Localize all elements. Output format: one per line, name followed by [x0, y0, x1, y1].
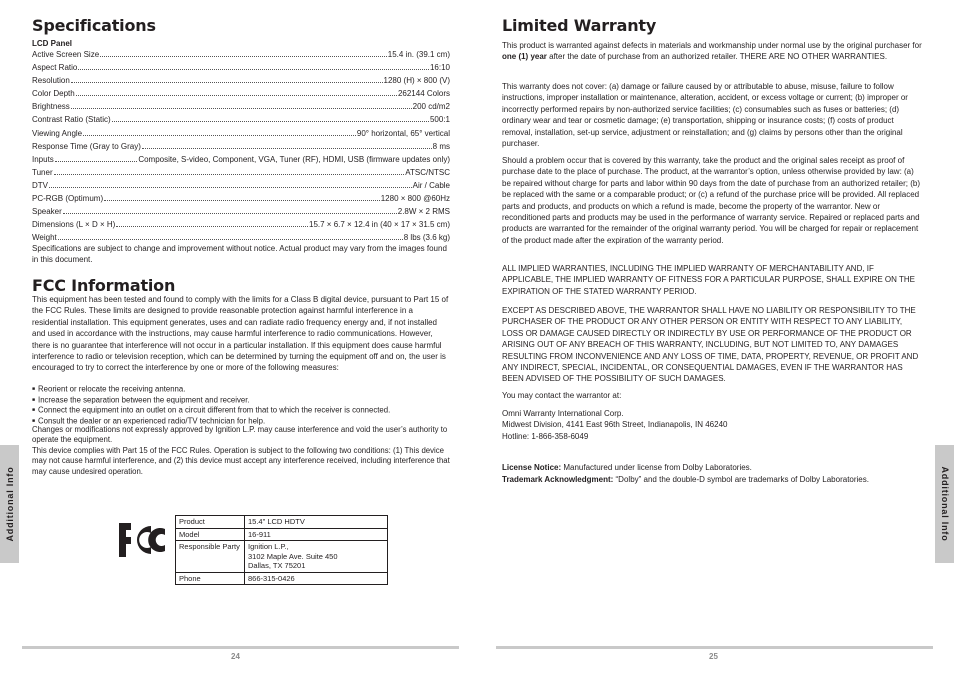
dot-leader	[76, 95, 397, 96]
warranty-paragraph-4: ALL IMPLIED WARRANTIES, INCLUDING THE IMPLIED WARRANTY OF MERCHANTABILITY AND, IF APPLICABLE, THE IMPLIED WARRANTY OF FITNESS FOR A PARTICULAR PURPOSE, SHALL EXPIRE ON THE EXPIRATION OF THE STATED WARRANTY PERIOD.	[502, 264, 915, 296]
license-text: Manufactured under license from Dolby Laboratories.	[561, 463, 752, 472]
fcc-bullet: ■ Reorient or relocate the receiving antenna.	[32, 384, 452, 395]
spec-value: 15.7 × 6.7 × 12.4 in (40 × 17 × 31.5 cm)	[309, 220, 450, 230]
tab-label: Additional Info	[939, 466, 950, 542]
dot-leader	[54, 174, 405, 175]
fcc-heading: FCC Information	[32, 276, 176, 295]
table-cell	[245, 541, 388, 573]
trademark-text: “Dolby” and the double-D symbol are trademarks of Dolby Laboratories.	[613, 475, 869, 484]
spec-row	[32, 168, 450, 181]
spec-label: Color Depth	[32, 89, 75, 99]
warranty-paragraph-1	[502, 40, 924, 63]
fcc-logo	[117, 521, 167, 559]
spec-value: 15.4 in. (39.1 cm)	[387, 50, 450, 59]
spec-label: Brightness	[32, 102, 70, 112]
spec-row	[32, 194, 450, 207]
fcc-paragraph-1: This equipment has been tested and found to comply with the limits for a Class B digital device, pursuant to Part 15 of the FCC Rules. These limits are designed to provide reasonable protection against harmful interference in a residential installation. This equipment generates, uses and can radiate radio frequency energy and, if not installed and used in accordance with the instructions, may cause harmful interference to radio communications. However, there is no guarantee that interference will not occur in a particular installation. If this equipment does cause harmful interference to radio or television reception, which can be determined by turning the equipment off and on, the user is encouraged to try to correct the interference by one or more of the following measures:	[32, 295, 449, 373]
table-cell: 16-911	[245, 528, 388, 541]
fcc-paragraph-3: This device complies with Part 15 of the FCC Rules. Operation is subject to the following two conditions: (1) This device may not cause harmful interference, and (2) this device must accept any interference received, including interference that may cause undesired operation.	[32, 446, 450, 476]
dot-leader	[55, 161, 138, 162]
spec-value: 90° horizontal, 65° vertical	[356, 128, 450, 138]
spec-label: Viewing Angle	[32, 128, 83, 138]
fcc-bullet: ■ Increase the separation between the equipment and receiver.	[32, 395, 452, 406]
dot-leader	[112, 121, 429, 122]
table-cell: Responsible Party	[176, 541, 245, 573]
spec-label: DTV	[32, 180, 48, 190]
dot-leader	[116, 226, 308, 227]
party-line: Dallas, TX 75201	[248, 561, 306, 570]
license-notice	[502, 462, 922, 473]
fcc-paragraph-2: Changes or modifications not expressly approved by Ignition L.P. may cause interference and void the user’s authority to operate the equipment.	[32, 425, 448, 445]
spec-value: 8 lbs (3.6 kg)	[403, 233, 450, 243]
table-cell: Model	[176, 528, 245, 541]
table-row	[176, 572, 388, 585]
dot-leader	[71, 82, 383, 83]
dot-leader	[49, 187, 412, 188]
spec-value: Composite, S-video, Component, VGA, Tuner (RF), HDMI, USB (firmware updates only)	[138, 154, 450, 164]
spec-label: Active Screen Size	[32, 50, 100, 59]
trademark-notice	[502, 474, 924, 485]
spec-value: Air / Cable	[412, 180, 450, 190]
specifications-list	[32, 50, 450, 246]
additional-info-tab-left	[0, 445, 19, 563]
warranty-paragraph-5: EXCEPT AS DESCRIBED ABOVE, THE WARRANTOR SHALL HAVE NO LIABILITY OR RESPONSIBILITY TO THE PURCHASER OF THE PRODUCT OR ANY OTHER PERSON OR ENTITY WITH RESPECT TO ANY LIABILITY, LOSS OR DAMAGE CAUSED DIRECTLY OR INDIRECTLY BY USE OR PERFORMANCE OF THE PRODUCT OR ARISING OUT OF ANY BREACH OF THIS WARRANTY, INCLUDING, BUT NOT LIMITED TO, ANY DAMAGES RESULTING FROM INCONVENIENCE AND ANY LOSS OF TIME, DATA, PROPERTY, REVENUE, OR PROFIT AND ANY INDIRECT, SPECIAL, INCIDENTAL, OR CONSEQUENTIAL DAMAGES, EVEN IF THE WARRANTOR HAS BEEN ADVISED OF THE POSSIBILITY OF SUCH DAMAGES.	[502, 306, 919, 384]
warranty-paragraph-2: This warranty does not cover: (a) damage or failure caused by or attributable to abuse, misuse, failure to follow instructions, improper installation or maintenance, alteration, accident, or excess voltage or current; (b) improper or incorrectly performed repairs by non-authorized service facilities; (c) consumables such as fuses or batteries; (d) ordinary wear and tear or cosmetic damage; (e) transportation, shipping or insurance costs; (f) costs of product removal, installation, set-up service, adjustment or reinstallation; and (g) claims by persons other than the original purchaser.	[502, 82, 908, 149]
dot-leader	[104, 200, 380, 201]
party-line: 3102 Maple Ave. Suite 450	[248, 551, 338, 561]
spec-label: PC-RGB (Optimum)	[32, 194, 104, 204]
page-number-left: 24	[231, 652, 240, 661]
spec-row	[32, 207, 450, 220]
spec-row	[32, 181, 450, 194]
spec-value: 262144 Colors	[397, 89, 450, 99]
contact-line: Omni Warranty International Corp.	[502, 409, 624, 418]
spec-label: Aspect Ratio	[32, 63, 78, 73]
spec-note: Specifications are subject to change and improvement without notice. Actual product may vary from the images found in this document.	[32, 244, 447, 265]
dot-leader	[83, 135, 356, 136]
table-row	[176, 541, 388, 573]
page-number-right: 25	[709, 652, 718, 661]
spec-row	[32, 142, 450, 155]
spec-label: Speaker	[32, 207, 62, 217]
contact-intro: You may contact the warrantor at:	[502, 391, 622, 400]
license-label: License Notice:	[502, 463, 562, 472]
dot-leader	[63, 213, 397, 214]
contact-address	[502, 408, 922, 442]
dot-leader	[71, 108, 412, 109]
spec-row	[32, 76, 450, 89]
dot-leader	[58, 239, 403, 240]
spec-value: 1280 × 800 @60Hz	[380, 194, 450, 204]
trademark-label: Trademark Acknowledgment:	[502, 475, 614, 484]
spec-value: 2.8W × 2 RMS	[397, 207, 450, 217]
spec-value: 200 cd/m2	[412, 102, 450, 112]
spec-label: Inputs	[32, 154, 54, 164]
spec-value: 1280 (H) × 800 (V)	[383, 76, 450, 86]
spec-value: 16:10	[429, 63, 450, 73]
warranty-paragraph-3: Should a problem occur that is covered by this warranty, take the product and the original sales receipt as proof of purchase date to the place of purchase. The product, at the warrantor’s option, unless otherwise provided by law: (a) be repaired without charge for parts and labor within 90 days from the date of purchase from an authorized retailer; (b) be replaced with the same or a comparable product; or (c) a refund of the purchase price will be provided. All replaced parts and products, and products on which a refund is made, become the property of the warrantor. New or reconditioned parts and products may be used in the performance of warranty service. Repaired or replaced parts and products are warranted for the remainder of the original warranty period. You will be charged for repair or replacement of the product made after the expiration of the warranty period.	[502, 156, 921, 245]
spec-row	[32, 129, 450, 142]
fcc-bullet: ■ Connect the equipment into an outlet on a circuit different from that to which the receiver is connected.	[32, 405, 452, 416]
spec-label: Dimensions (L × D × H)	[32, 220, 116, 230]
spec-row	[32, 89, 450, 102]
spec-row	[32, 220, 450, 233]
table-cell: Product	[176, 516, 245, 529]
footer-rule-right	[496, 646, 933, 649]
table-cell: 15.4" LCD HDTV	[245, 516, 388, 529]
table-cell: Phone	[176, 572, 245, 585]
table-row	[176, 528, 388, 541]
spec-row	[32, 155, 450, 168]
table-row	[176, 516, 388, 529]
dot-leader	[100, 56, 387, 57]
fcc-bullet: ■ Consult the dealer or an experienced radio/TV technician for help.	[32, 416, 452, 427]
spec-row	[32, 102, 450, 115]
tab-label: Additional Info	[4, 466, 15, 542]
spec-value: 8 ms	[432, 141, 450, 151]
fcc-compliance-table	[175, 515, 388, 585]
spec-label: Contrast Ratio (Static)	[32, 115, 111, 125]
spec-value: ATSC/NTSC	[405, 167, 450, 177]
spec-label: Weight	[32, 233, 57, 243]
fcc-bullet-list	[32, 384, 452, 427]
warranty-term: one (1) year	[502, 52, 547, 62]
spec-row	[32, 50, 450, 63]
limited-warranty-heading: Limited Warranty	[502, 16, 657, 35]
lcd-panel-subheading: LCD Panel	[32, 39, 73, 48]
dot-leader	[78, 69, 429, 70]
contact-line: Hotline: 1-866-358-6049	[502, 431, 589, 441]
warranty-p1-start: This product is warranted against defects in materials and workmanship under normal use by the original purchaser for	[502, 41, 922, 50]
spec-label: Tuner	[32, 167, 53, 177]
spec-label: Resolution	[32, 76, 70, 86]
contact-line: Midwest Division, 4141 East 96th Street, Indianapolis, IN 46240	[502, 420, 728, 430]
specifications-heading: Specifications	[32, 16, 156, 35]
table-cell: 866-315-0426	[245, 572, 388, 585]
party-line: Ignition L.P.,	[248, 542, 289, 551]
footer-rule-left	[22, 646, 459, 649]
spec-value: 500:1	[429, 115, 450, 125]
warranty-p1-end: after the date of purchase from an authorized retailer. THERE ARE NO OTHER WARRANTIES.	[546, 52, 888, 62]
spec-row	[32, 63, 450, 76]
dot-leader	[142, 148, 432, 149]
spec-row	[32, 115, 450, 128]
spec-label: Response Time (Gray to Gray)	[32, 141, 141, 151]
additional-info-tab-right	[935, 445, 954, 563]
